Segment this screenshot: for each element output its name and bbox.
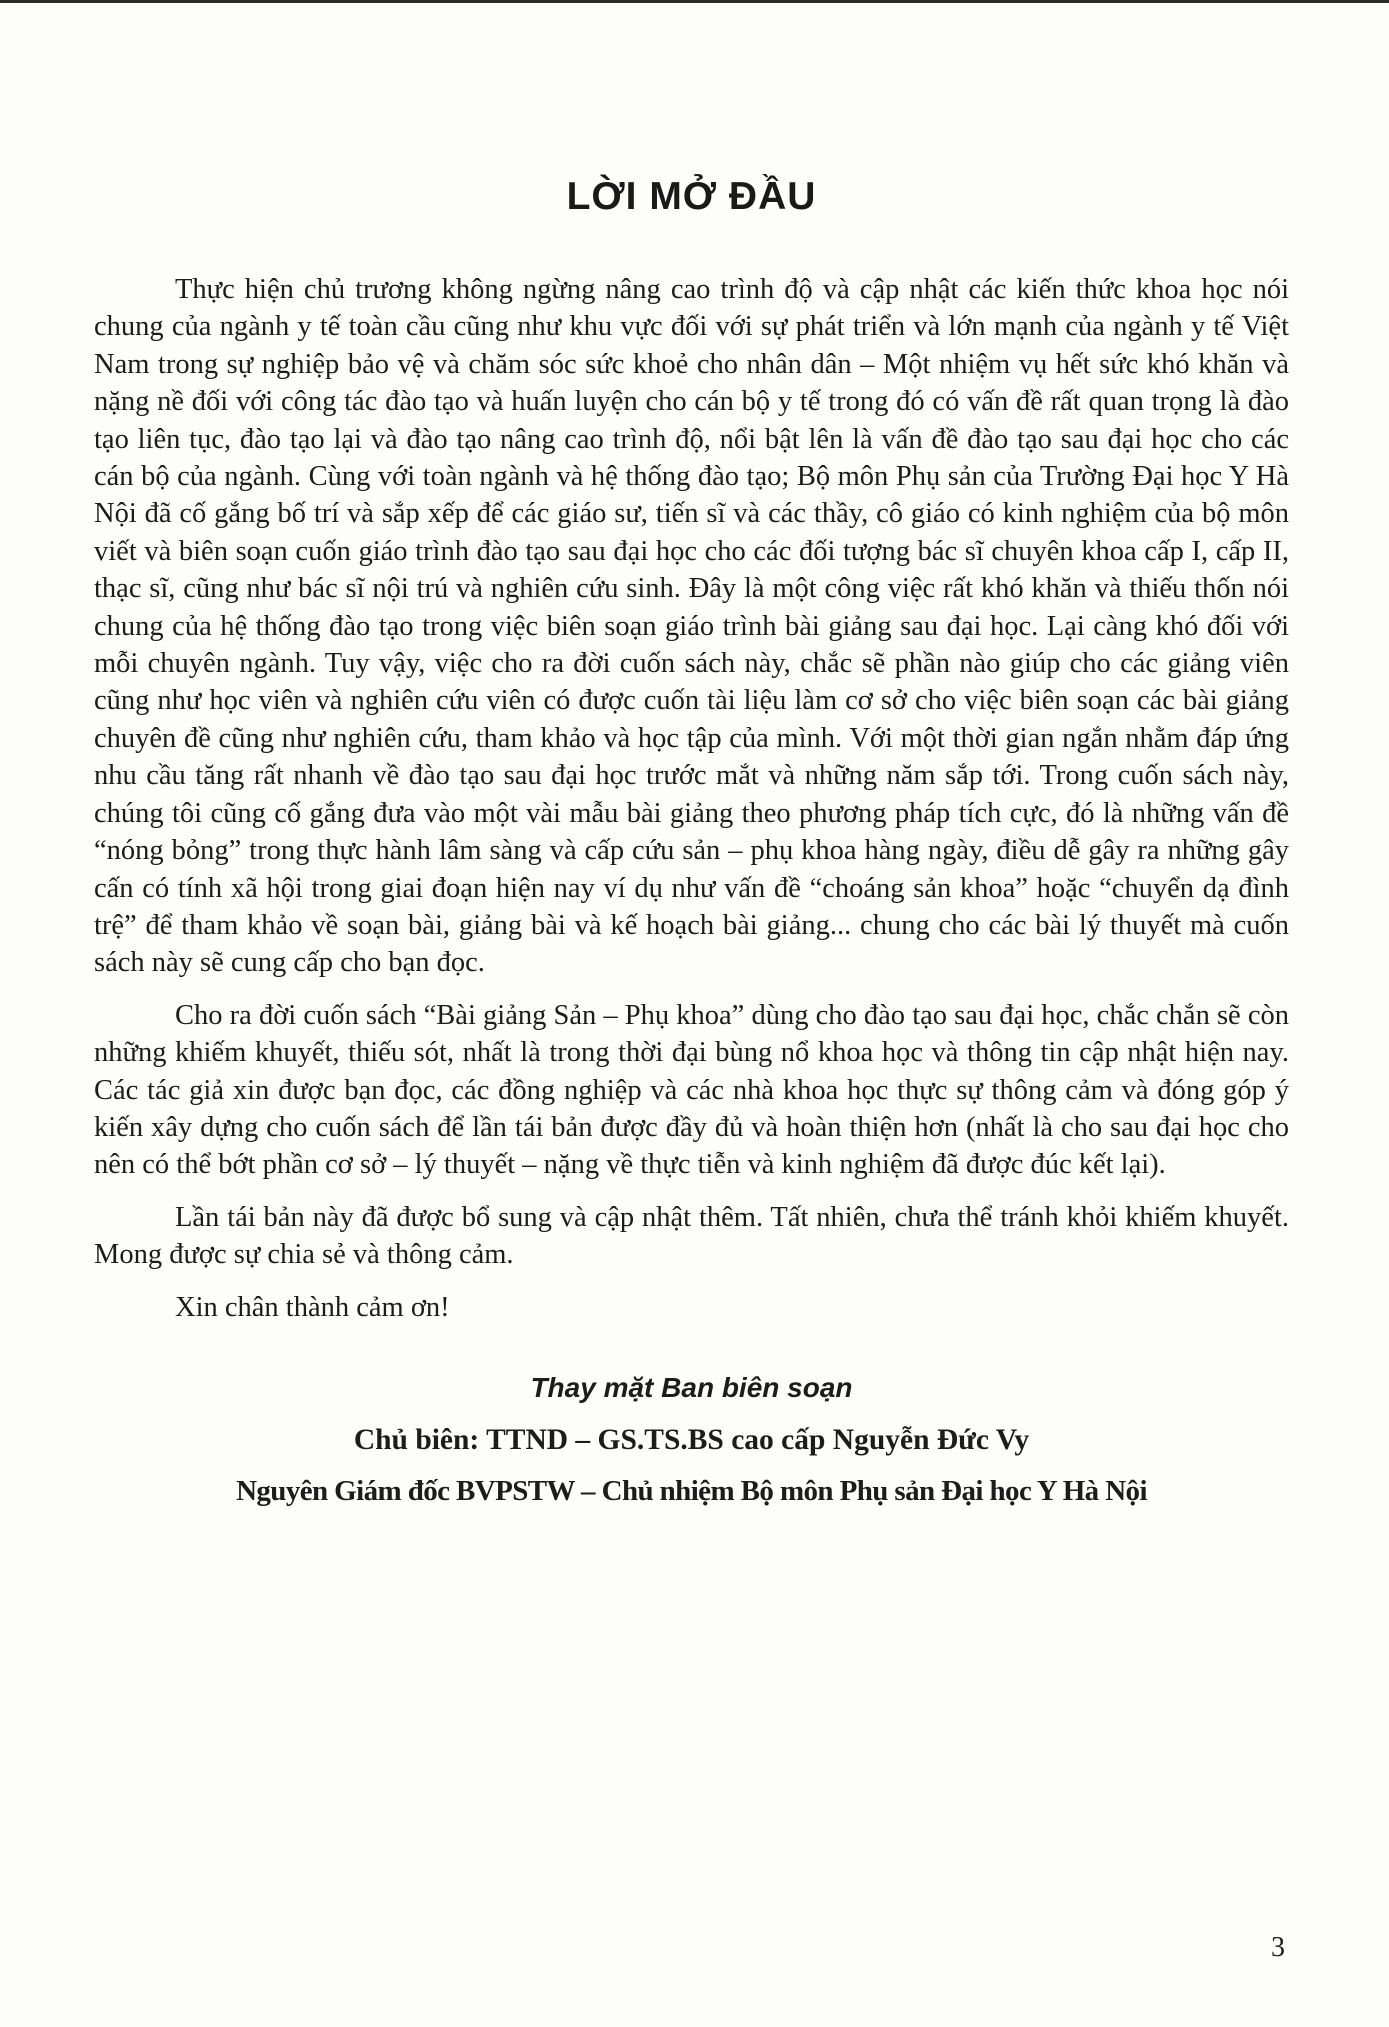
signature-editor: Chủ biên: TTND – GS.TS.BS cao cấp Nguyễn Đức Vy (353, 1423, 1030, 1456)
thanks-line: Xin chân thành cảm ơn! (175, 1291, 450, 1323)
signature-block (94, 1372, 1289, 1508)
paragraph-2: Cho ra đời cuốn sách “Bài giảng Sản – Phụ khoa” dùng cho đào tạo sau đại học, chắc chắn sẽ còn những khiếm khuyết, thiếu sót, nhất là trong thời đại bùng nổ khoa học và thông tin cập nhật hiện nay. Các tác giả xin được bạn đọc, các đồng nghiệp và các nhà khoa học thực sự thông cảm và đóng góp ý kiến xây dựng cho cuốn sách để lần tái bản được đầy đủ và hoàn thiện hơn (nhất là cho sau đại học cho nên có thể bớt phần cơ sở – lý thuyết – nặng về thực tiễn và kinh nghiệm đã được đúc kết lại). (94, 999, 1289, 1181)
paragraph-3: Lần tái bản này đã được bổ sung và cập nhật thêm. Tất nhiên, chưa thể tránh khỏi khiếm khuyết. Mong được sự chia sẻ và thông cảm. (94, 1201, 1289, 1271)
signature-position: Nguyên Giám đốc BVPSTW – Chủ nhiệm Bộ môn Phụ sản Đại học Y Hà Nội (236, 1474, 1147, 1507)
page-title: LỜI MỞ ĐẦU (566, 175, 817, 218)
top-border-rule (0, 0, 1389, 3)
paragraph-1: Thực hiện chủ trương không ngừng nâng cao trình độ và cập nhật các kiến thức khoa học nói chung của ngành y tế toàn cầu cũng như khu vực đối với sự phát triển và lớn mạnh của ngành y tế Việt Nam trong sự nghiệp bảo vệ và chăm sóc sức khoẻ cho nhân dân – Một nhiệm vụ hết sức khó khăn và nặng nề đối với công tác đào tạo và huấn luyện cho cán bộ y tế trong đó có vấn đề rất quan trọng là đào tạo liên tục, đào tạo lại và đào tạo nâng cao trình độ, nổi bật lên là vấn đề đào tạo sau đại học cho các cán bộ của ngành. Cùng với toàn ngành và hệ thống đào tạo; Bộ môn Phụ sản của Trường Đại học Y Hà Nội đã cố gắng bố trí và sắp xếp để các giáo sư, tiến sĩ và các thầy, cô giáo có kinh nghiệm của bộ môn viết và biên soạn cuốn giáo trình đào tạo sau đại học cho các đối tượng bác sĩ chuyên khoa cấp I, cấp II, thạc sĩ, cũng như bác sĩ nội trú và nghiên cứu sinh. Đây là một công việc rất khó khăn và thiếu thốn nói chung của hệ thống đào tạo trong việc biên soạn giáo trình bài giảng sau đại học. Lại càng khó đối với mỗi chuyên ngành. Tuy vậy, việc cho ra đời cuốn sách này, chắc sẽ phần nào giúp cho các giảng viên cũng như học viên và nghiên cứu viên có được cuốn tài liệu làm cơ sở cho việc biên soạn các bài giảng chuyên đề cũng như nghiên cứu, tham khảo và học tập của mình. Với một thời gian ngắn nhằm đáp ứng nhu cầu tăng rất nhanh về đào tạo sau đại học trước mắt và những năm sắp tới. Trong cuốn sách này, chúng tôi cũng cố gắng đưa vào một vài mẫu bài giảng theo phương pháp tích cực, đó là những vấn đề “nóng bỏng” trong thực hành lâm sàng và cấp cứu sản – phụ khoa hàng ngày, điều dễ gây ra những gây cấn có tính xã hội trong giai đoạn hiện nay ví dụ như vấn đề “choáng sản khoa” hoặc “chuyển dạ đình trệ” để tham khảo về soạn bài, giảng bài và kế hoạch bài giảng... chung cho các bài lý thuyết mà cuốn sách này sẽ cung cấp cho bạn đọc. (94, 274, 1289, 979)
document-page (94, 175, 1289, 1508)
page-number: 3 (1271, 1932, 1285, 1963)
signature-on-behalf: Thay mặt Ban biên soạn (530, 1371, 853, 1403)
